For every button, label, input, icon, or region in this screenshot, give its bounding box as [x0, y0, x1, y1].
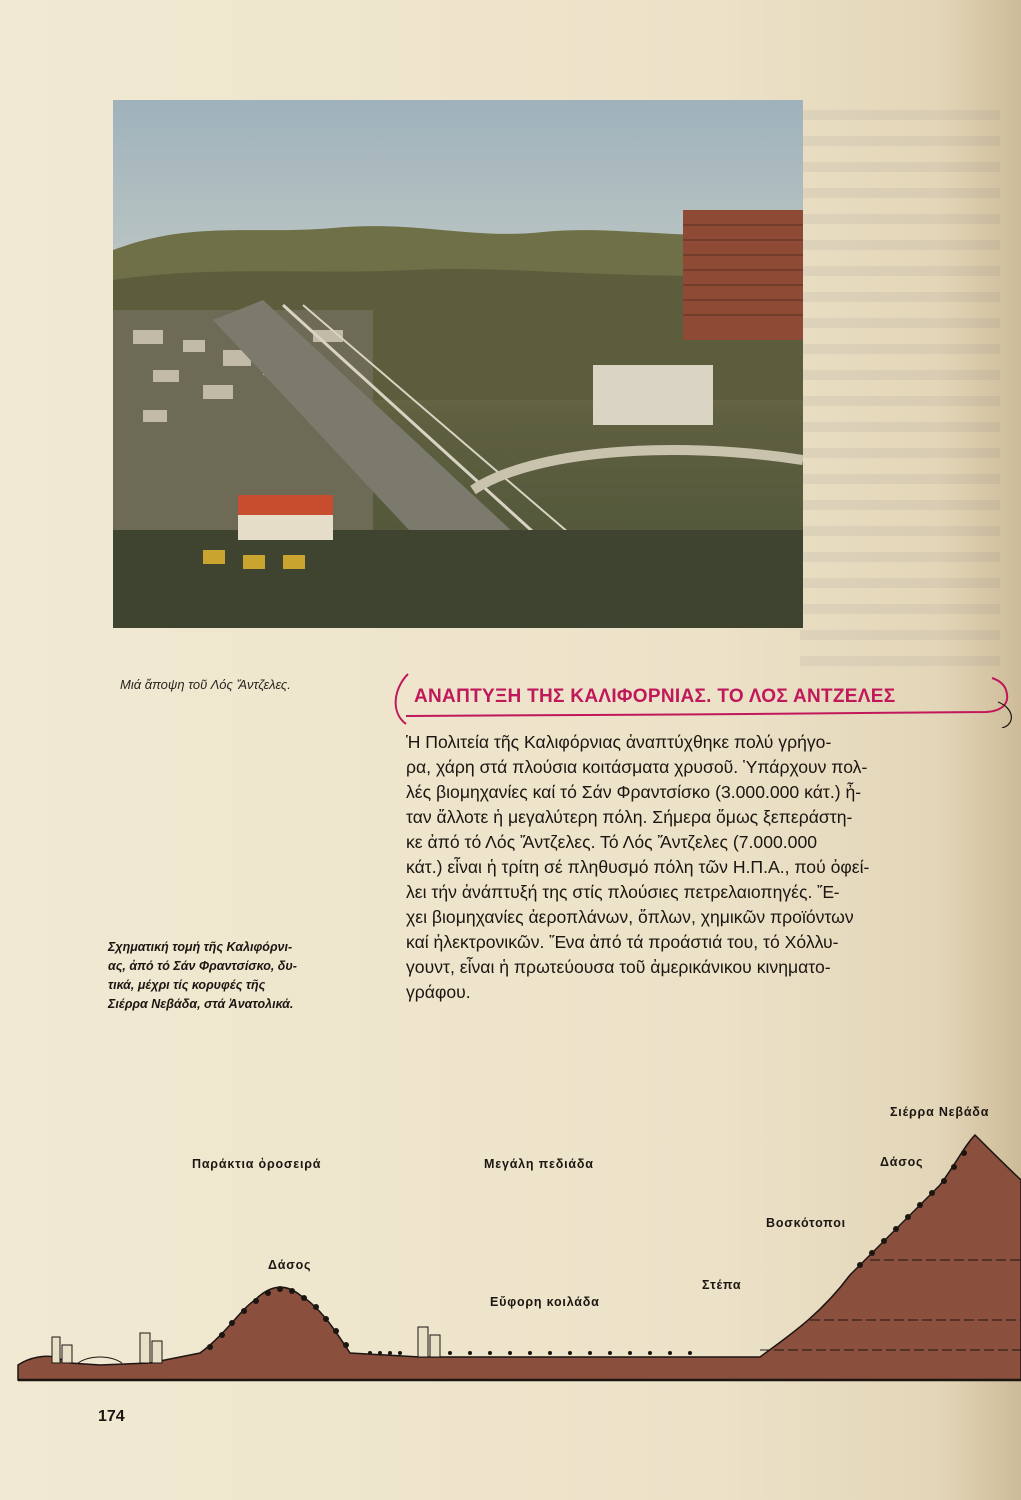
label-sierra-nevada: Σιέρρα Νεβάδα: [890, 1105, 990, 1119]
label-forest-east: Δάσος: [880, 1155, 924, 1169]
label-coastal-range: Παράκτια ὀροσειρά: [192, 1157, 322, 1171]
label-steppe: Στέπα: [702, 1278, 742, 1292]
label-fertile-valley: Εὔφορη κοιλάδα: [490, 1295, 600, 1309]
california-cross-section: [0, 1095, 1021, 1395]
bleed-through-text: [800, 110, 1000, 670]
los-angeles-photo: [113, 100, 803, 628]
article-body: Ἡ Πολιτεία τῆς Καλιφόρνιας ἀναπτύχθηκε πολύ γρήγο- ρα, χάρη στά πλούσια κοιτάσματα χρυσοῦ. Ὑπάρχουν πολ- λές βιομηχανίες καί τό Σάν Φραντσίσκο (3.000.000 κάτ.) ἦ- ταν ἄλλοτε ἡ μεγαλύτερη πόλη. Σήμερα ὅμως ξεπεράστη- κε ἀπό τό Λός Ἄντζελες. Τό Λός Ἄντζελες (7.000.000 κάτ.) εἶναι ἡ τρίτη σέ πληθυσμό πόλη τῶν Η.Π.Α., πού ὀφεί- λει τήν ἀνάπτυξή της στίς πλούσιες πετρελαιοπηγές. Ἔ- χει βιομηχανίες ἀεροπλάνων, ὅπλων, χημικῶν προϊόντων καί ἠλεκτρονικῶν. Ἕνα ἀπό τά προάστιά του, τό Χόλλυ- γουντ, εἶναι ἡ πρωτεύουσα τοῦ ἀμερικάνικου κινηματο- γράφου.: [406, 732, 870, 1002]
terrain-profile: [18, 1135, 1021, 1380]
page-number: 174: [98, 1408, 125, 1425]
label-great-plain: Μεγάλη πεδιάδα: [484, 1157, 594, 1171]
label-pastures: Βοσκότοποι: [766, 1216, 846, 1230]
photo-caption: Μιά ἄποψη τοῦ Λός Ἄντζελες.: [120, 677, 291, 692]
section-title: ΑΝΑΠΤΥΞΗ ΤΗΣ ΚΑΛΙΦΟΡΝΙΑΣ. ΤΟ ΛΟΣ ΑΝΤΖΕΛΕΣ: [414, 686, 896, 707]
label-forest-west: Δάσος: [268, 1258, 312, 1272]
diagram-caption: Σχηματική τομή τῆς Καλιφόρνι- ας, ἀπό τό Σάν Φραντσίσκο, δυ- τικά, μέχρι τίς κορυφές τῆς Σιέρρα Νεβάδα, στά Ἀνατολικά.: [108, 940, 297, 1011]
